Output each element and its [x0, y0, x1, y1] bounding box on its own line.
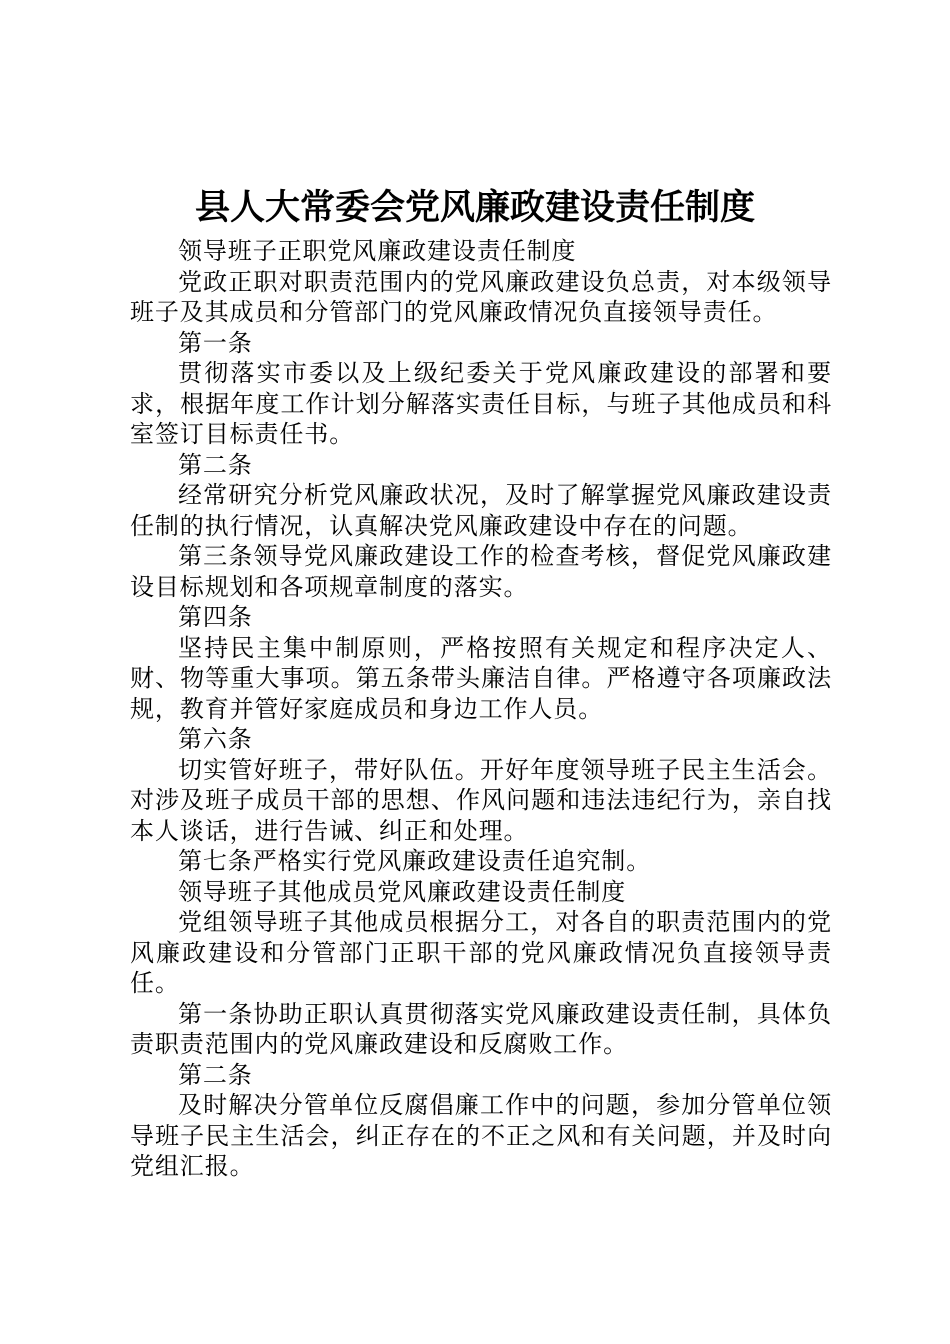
paragraph: 及时解决分管单位反腐倡廉工作中的问题，参加分管单位领导班子民主生活会，纠正存在的不正之风和有关问题，并及时向党组汇报。	[130, 1091, 832, 1180]
paragraph: 坚持民主集中制原则，严格按照有关规定和程序决定人、财、物等重大事项。第五条带头廉洁自律。严格遵守各项廉政法规，教育并管好家庭成员和身边工作人员。	[130, 633, 832, 723]
paragraph: 切实管好班子，带好队伍。开好年度领导班子民主生活会。对涉及班子成员干部的思想、作风问题和违法违纪行为，亲自找本人谈话，进行告诫、纠正和处理。	[130, 755, 832, 845]
paragraph: 第四条	[178, 603, 253, 631]
paragraph: 第二条	[178, 1060, 253, 1089]
paragraph: 第六条	[178, 725, 253, 753]
paragraph: 经常研究分析党风廉政状况，及时了解掌握党风廉政建设责任制的执行情况，认真解决党风廉政建设中存在的问题。	[130, 481, 832, 540]
paragraph: 领导班子其他成员党风廉政建设责任制度	[178, 877, 627, 906]
paragraph: 第七条严格实行党风廉政建设责任追究制。	[178, 847, 652, 875]
paragraph: 第三条领导党风廉政建设工作的检查考核，督促党风廉政建设目标规划和各项规章制度的落实。	[130, 542, 832, 601]
paragraph: 党组领导班子其他成员根据分工，对各自的职责范围内的党风廉政建设和分管部门正职干部的党风廉政情况负直接领导责任。	[130, 908, 832, 997]
paragraph: 党政正职对职责范围内的党风廉政建设负总责，对本级领导班子及其成员和分管部门的党风廉政情况负直接领导责任。	[130, 267, 832, 326]
paragraph: 贯彻落实市委以及上级纪委关于党风廉政建设的部署和要求，根据年度工作计划分解落实责任目标，与班子其他成员和科室签订目标责任书。	[130, 359, 832, 448]
document-title: 县人大常委会党风廉政建设责任制度	[194, 187, 755, 228]
paragraph: 第一条协助正职认真贯彻落实党风廉政建设责任制，具体负责职责范围内的党风廉政建设和反腐败工作。	[130, 999, 832, 1058]
paragraph: 领导班子正职党风廉政建设责任制度	[178, 237, 577, 265]
document-body	[130, 236, 832, 1182]
paragraph: 第二条	[178, 450, 253, 479]
paragraph: 第一条	[178, 328, 253, 357]
